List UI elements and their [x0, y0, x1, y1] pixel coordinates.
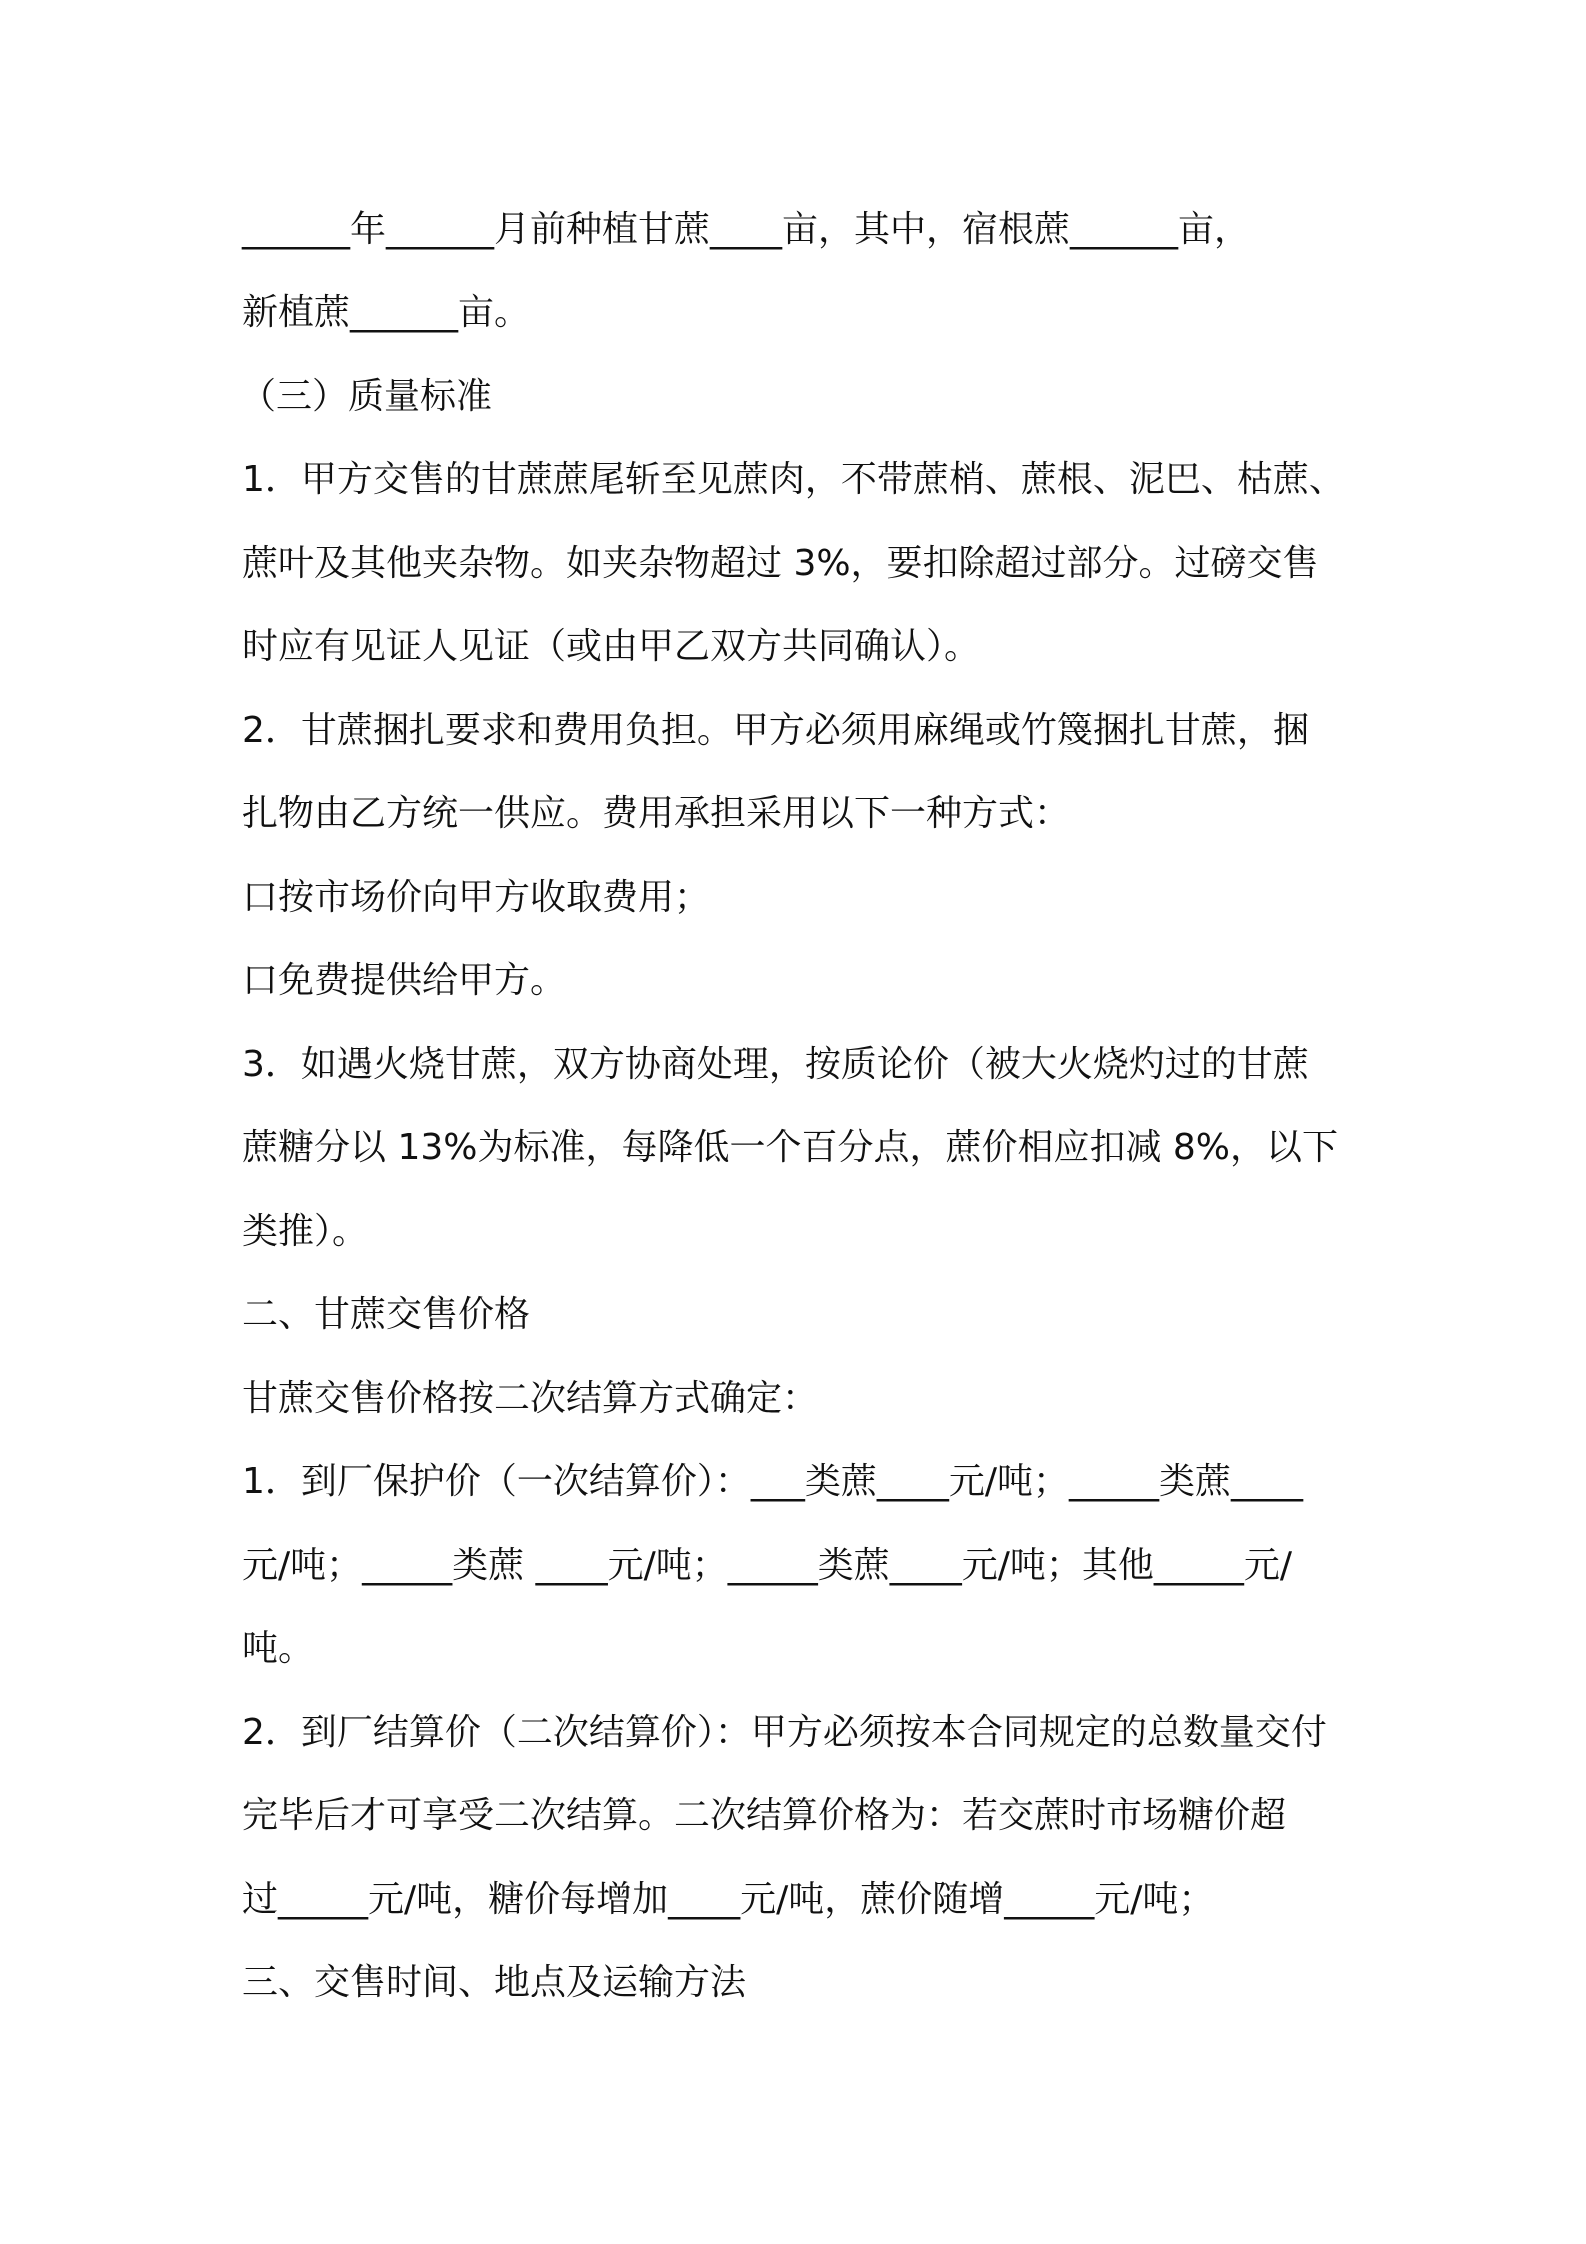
- clause-2-line-1: 2．甘蔗捆扎要求和费用负担。甲方必须用麻绳或竹篾捆扎甘蔗，捆: [242, 710, 1309, 751]
- option-free-supply: 口免费提供给甲方。: [242, 960, 567, 1001]
- text-line-new-cane: 新植蔗______亩。: [242, 292, 531, 333]
- price-clause-1-line-2: 元/吨；_____类蔗 ____元/吨；_____类蔗____元/吨；其他_____元/: [242, 1545, 1292, 1586]
- section-heading-delivery: 三、交售时间、地点及运输方法: [242, 1962, 747, 2003]
- price-clause-2-line-3: 过_____元/吨，糖价每增加____元/吨，蔗价随增_____元/吨；: [242, 1879, 1215, 1920]
- clause-1-line-1: 1．甲方交售的甘蔗蔗尾斩至见蔗肉，不带蔗梢、蔗根、泥巴、枯蔗、: [242, 459, 1345, 500]
- price-clause-1-line-1: 1．到厂保护价（一次结算价）：___类蔗____元/吨；_____类蔗____: [242, 1461, 1304, 1502]
- price-intro: 甘蔗交售价格按二次结算方式确定：: [242, 1378, 819, 1419]
- clause-2-line-2: 扎物由乙方统一供应。费用承担采用以下一种方式：: [242, 793, 1071, 834]
- text-line-planting-area: ______年______月前种植甘蔗____亩，其中，宿根蔗______亩，: [242, 209, 1251, 250]
- clause-3-line-3: 类推）。: [242, 1211, 369, 1252]
- clause-3-line-1: 3．如遇火烧甘蔗，双方协商处理，按质论价（被大火烧灼过的甘蔗: [242, 1044, 1309, 1085]
- clause-1-line-3: 时应有见证人见证（或由甲乙双方共同确认）。: [242, 626, 981, 667]
- section-heading-quality: （三）质量标准: [240, 376, 493, 417]
- price-clause-1-line-3: 吨。: [242, 1628, 315, 1669]
- clause-1-line-2: 蔗叶及其他夹杂物。如夹杂物超过 3%，要扣除超过部分。过磅交售: [242, 543, 1319, 584]
- clause-3-line-2: 蔗糖分以 13%为标准，每降低一个百分点，蔗价相应扣减 8%，以下: [242, 1127, 1339, 1168]
- section-heading-price: 二、甘蔗交售价格: [242, 1294, 531, 1335]
- option-market-price: 口按市场价向甲方收取费用；: [242, 877, 711, 918]
- price-clause-2-line-1: 2．到厂结算价（二次结算价）：甲方必须按本合同规定的总数量交付: [242, 1712, 1327, 1753]
- price-clause-2-line-2: 完毕后才可享受二次结算。二次结算价格为：若交蔗时市场糖价超: [242, 1795, 1287, 1836]
